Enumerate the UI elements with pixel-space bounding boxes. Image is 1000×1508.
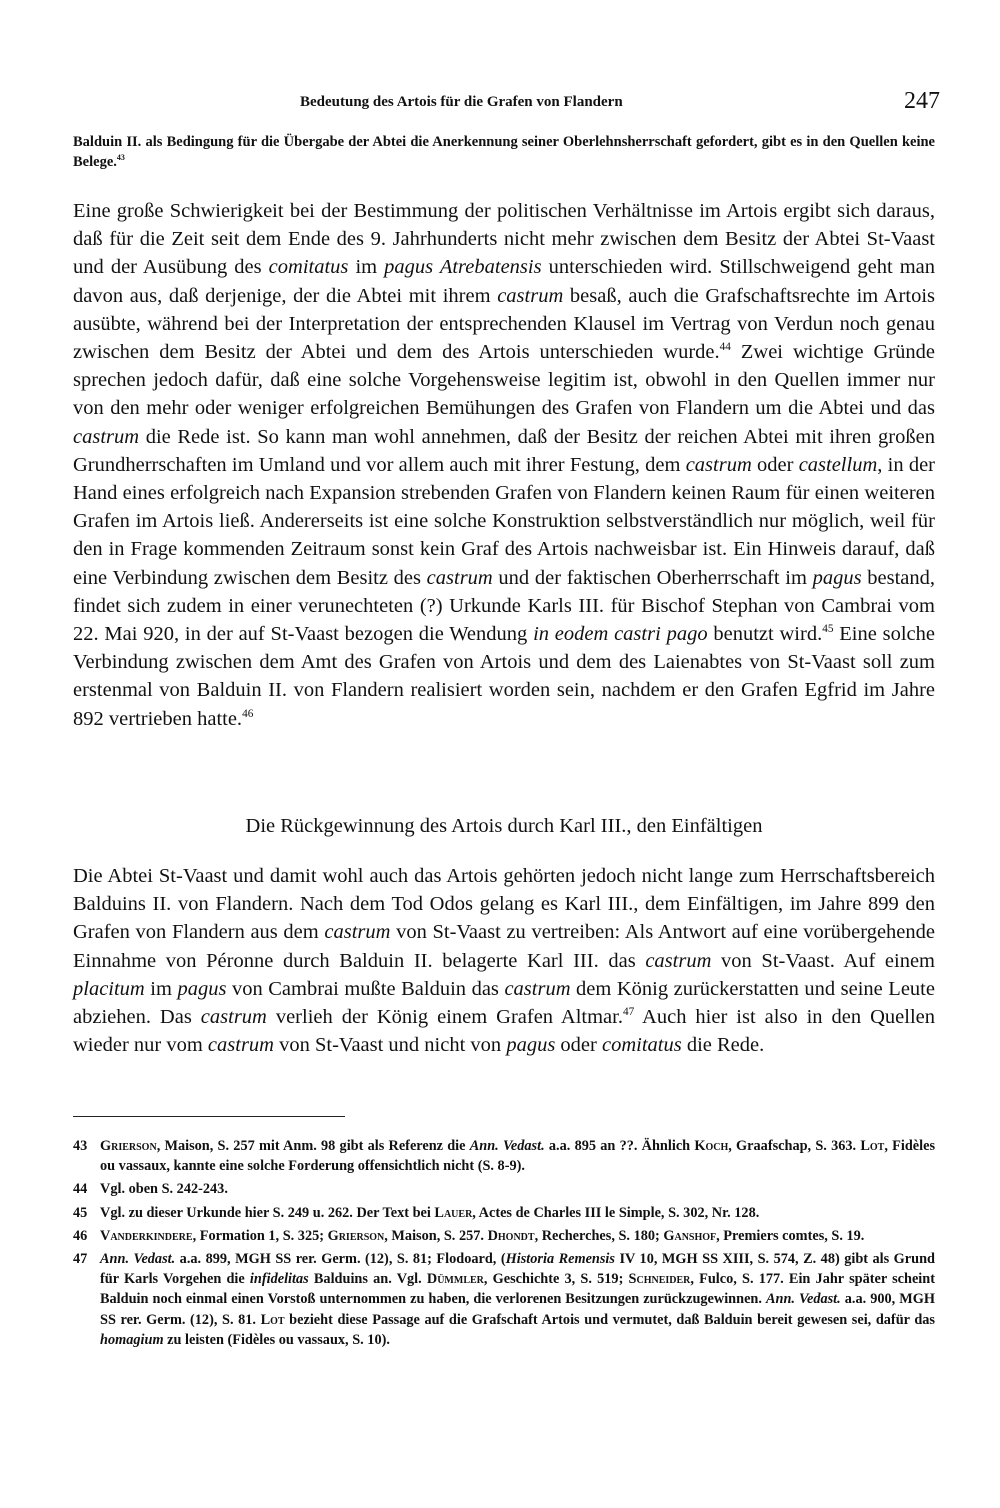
footnote-ref: 47 (622, 1006, 635, 1019)
italic-term: pagus Atrebatensis (384, 256, 542, 279)
author-name: Grierson (100, 1138, 157, 1154)
italic-term: Ann. Vedast. (100, 1251, 176, 1268)
text-run: von St-Vaast und nicht von (273, 1034, 507, 1057)
text-run: zu leisten (Fidèles ou vassaux, S. 10). (163, 1331, 390, 1348)
footnote-divider (73, 1116, 345, 1117)
text-run: Eine große Schwierigkeit bei der Bestimmung der politischen Verhältnisse im Artois ergibt sich daraus, daß für die Zeit seit dem Ende des 9. Jahrhunderts nicht mehr zwischen dem Besitz der Abtei St-Vaast und der Ausübung des (73, 200, 935, 279)
carryover-paragraph (73, 132, 935, 172)
text-run: Auch hier ist also in den Quellen wieder nur vom (73, 1006, 935, 1057)
author-name: Lot (260, 1311, 285, 1328)
footnote-ref: 43 (116, 153, 125, 163)
text-run: , Recherches, S. 180; (534, 1227, 664, 1244)
running-head: Bedeutung des Artois für die Grafen von Flandern (300, 94, 623, 110)
italic-term: castrum (426, 566, 493, 589)
italic-term: in eodem castri pago (533, 623, 708, 646)
text-run: Eine solche Verbindung zwischen dem Amt des Grafen von Artois und dem des Laienabtes von St-Vaast soll zum erstenmal von Balduin II. von Flandern realisiert worden sein, nachdem er den Grafen Egfrid im Jahre 892 vertrieben hatte. (73, 623, 935, 730)
text-run: von St-Vaast zu vertreiben: Als Antwort auf eine vorübergehende Einnahme von Péronne durch Balduin II. belagerte Karl III. das (73, 921, 935, 972)
page-number: 247 (904, 88, 940, 114)
italic-term: Ann. Vedast. (469, 1138, 545, 1154)
body-paragraph-1 (73, 197, 935, 733)
text-run: benutzt wird. (707, 623, 823, 646)
text-run: von St-Vaast. Auf einem (711, 949, 936, 972)
text-run: bezieht diese Passage auf die Grafschaft Artois und vermutet, daß Balduin bereit gewesen sei, dafür das (284, 1311, 935, 1328)
text-run: unterschieden wird. Stillschweigend geht man davon aus, daß derjenige, der die Abtei mit ihrem (73, 256, 935, 307)
footnote-ref: 45 (822, 623, 834, 636)
footnote-43 (73, 1136, 935, 1176)
author-name: Lauer (434, 1204, 473, 1221)
italic-term: castrum (685, 453, 752, 476)
section-heading: Die Rückgewinnung des Artois durch Karl III., den Einfältigen (245, 815, 763, 837)
footnote-44 (73, 1179, 935, 1199)
footnote-46 (73, 1226, 935, 1246)
italic-term: castrum (200, 1006, 267, 1029)
text-run: von Cambrai mußte Balduin das (226, 977, 505, 1000)
italic-term: comitatus (601, 1034, 682, 1057)
italic-term: pagus (506, 1034, 556, 1057)
footnote-47 (73, 1249, 935, 1350)
italic-term: placitum (73, 977, 145, 1000)
text-run: a.a. 895 an ??. Ähnlich (544, 1138, 695, 1154)
footnote-number: 43 (73, 1138, 88, 1154)
author-name: Lot (860, 1138, 885, 1154)
body-paragraph-2 (73, 862, 935, 1059)
footnote-number: 46 (73, 1227, 88, 1244)
italic-term: castrum (324, 921, 391, 944)
italic-term: pagus (812, 566, 862, 589)
text-run: oder (555, 1034, 602, 1057)
footnote-45 (73, 1203, 935, 1223)
text-run: im (348, 256, 385, 279)
italic-term: infidelitas (249, 1271, 309, 1288)
text-run: bestand, findet sich zudem in einer verunechteten (?) Urkunde Karls III. für Bischof Stephan von Cambrai vom 22. Mai 920, in der auf St-Vaast bezogen die Wendung (73, 566, 935, 646)
italic-term: castrum (497, 284, 564, 307)
footnote-ref: 46 (242, 707, 254, 720)
text-run: , Maison, S. 257. (384, 1227, 488, 1244)
author-name: Dümmler (426, 1271, 484, 1288)
italic-term: castrum (207, 1034, 274, 1057)
footnote-number: 47 (73, 1251, 88, 1268)
text-run: Balduins an. Vgl. (308, 1271, 427, 1288)
text-run: verlieh der König einem Grafen Altmar. (266, 1006, 623, 1029)
author-name: Koch (694, 1138, 729, 1154)
text-run: oder (751, 453, 799, 476)
footnotes (73, 1136, 935, 1353)
text-run: , Fidèles ou vassaux, kannte eine solche Forderung offensichtlich nicht (S. 8-9). (100, 1138, 936, 1175)
italic-term: castrum (504, 977, 571, 1000)
author-name: Grierson (327, 1227, 385, 1244)
italic-term: castrum (73, 425, 140, 448)
text-run: Vgl. zu dieser Urkunde hier S. 249 u. 262. Der Text bei (100, 1204, 435, 1221)
italic-term: Historia Remensis (505, 1251, 615, 1268)
italic-term: castellum (798, 453, 878, 476)
page-header (300, 88, 940, 122)
text-run: a.a. 899, MGH SS rer. Germ. (12), S. 81; Flodoard, ( (175, 1251, 506, 1268)
text-run: a.a. 900, MGH SS rer. Germ. (12), S. 81. (100, 1291, 935, 1328)
text-run: die Rede. (681, 1034, 765, 1057)
italic-term: homagium (100, 1331, 164, 1348)
text-run: besaß, auch die Grafschaftsrechte im Artois ausübte, während bei der Interpretation der entsprechenden Klausel im Vertrag von Verdun noch genau zwischen dem Besitz der Abtei und dem des Artois unterschieden wurde. (73, 284, 936, 364)
footnote-number: 44 (73, 1181, 88, 1198)
italic-term: comitatus (268, 256, 349, 279)
author-name: Dhondt (487, 1227, 535, 1244)
text-run: IV 10, MGH SS XIII, S. 574, Z. 48) gibt als Grund für Karls Vorgehen die (100, 1251, 935, 1288)
italic-term: castrum (645, 949, 712, 972)
author-name: Ganshof (663, 1227, 717, 1244)
italic-term: pagus (177, 977, 227, 1000)
italic-term: Ann. Vedast. (765, 1291, 841, 1308)
text-run: , Fulco, S. 177. Ein Jahr später scheint Balduin noch einmal einen Vorstoß unternommen zu haben, die verlorenen Besitzungen zurückzugewinnen. (100, 1271, 935, 1308)
text-run: , Maison, S. 257 mit Anm. 98 gibt als Referenz die (156, 1138, 470, 1154)
carryover-text: Balduin II. als Bedingung für die Übergabe der Abtei die Anerkennung seiner Oberlehnsherrschaft gefordert, gibt es in den Quellen keine Belege. (73, 134, 935, 170)
text-run: Die Abtei St-Vaast und damit wohl auch das Artois gehörten jedoch nicht lange zum Herrschaftsbereich Balduins II. von Flandern. Nach dem Tod Odos gelang es Karl III., dem Einfältigen, im Jahre 899 den Grafen von Flandern aus dem (73, 865, 935, 944)
text-run: , in der Hand eines erfolgreich nach Expansion strebenden Grafen von Flandern keinen Raum für einen weiteren Grafen im Artois ließ. Andererseits ist eine solche Konstruktion selbstverständlich nur möglich, weil für den in Frage kommenden Zeitraum sonst kein Graf des Artois nachweisbar ist. Ein Hinweis darauf, daß eine Verbindung zwischen dem Besitz des (73, 453, 935, 589)
text-run: , Premiers comtes, S. 19. (716, 1227, 865, 1244)
text-run: dem König zurückerstatten und seine Leute abziehen. Das (73, 977, 935, 1029)
text-run: Zwei wichtige Gründe sprechen jedoch dafür, daß eine solche Vorgehensweise legitim ist, obwohl in den Quellen immer nur von den mehr oder weniger erfolgreichen Bemühungen des Grafen von Flandern um die Abtei und das (73, 341, 935, 420)
footnote-ref: 44 (719, 341, 731, 354)
text-run: , Geschichte 3, S. 519; (483, 1271, 629, 1288)
text-run: , Actes de Charles III le Simple, S. 302, Nr. 128. (472, 1204, 760, 1221)
text-run: die Rede ist. So kann man wohl annehmen, daß der Besitz der reichen Abtei mit ihren großen Grundherrschaften im Umland und vor allem auch mit ihrer Festung, dem (73, 425, 935, 476)
text-run: im (144, 977, 178, 1000)
author-name: Vanderkindere (100, 1227, 193, 1244)
text-run: und der faktischen Oberherrschaft im (492, 566, 813, 589)
text-run: Vgl. oben S. 242-243. (100, 1181, 228, 1198)
text-run: , Graafschap, S. 363. (728, 1138, 861, 1154)
footnote-number: 45 (73, 1204, 88, 1221)
author-name: Schneider (628, 1271, 691, 1288)
text-run: , Formation 1, S. 325; (192, 1227, 328, 1244)
